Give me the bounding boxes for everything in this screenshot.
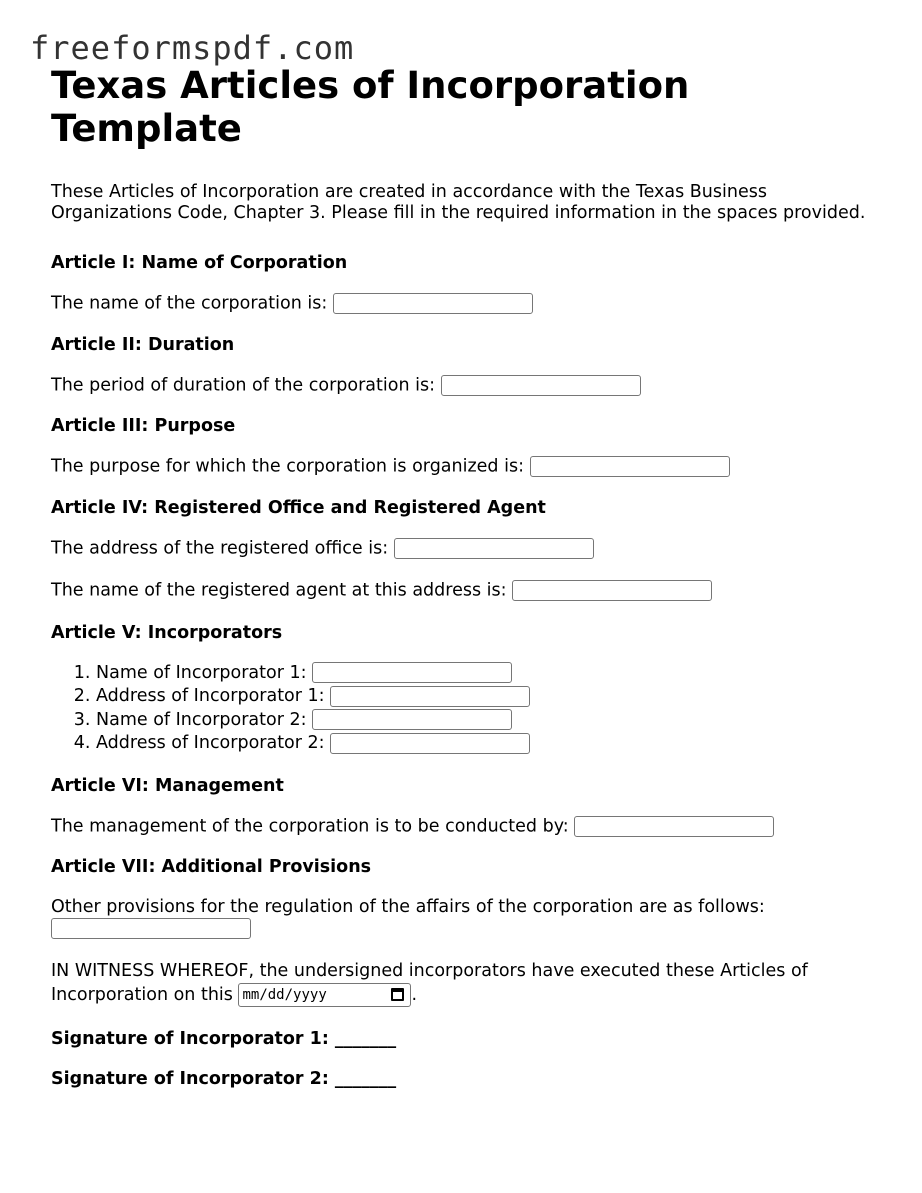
date-placeholder: mm/dd/yyyy [242, 986, 327, 1003]
witness-text: IN WITNESS WHEREOF, the undersigned incorporators have executed these Articles of Incorporation on this [51, 960, 808, 1005]
corporation-name-label: The name of the corporation is: [51, 293, 328, 314]
list-item [96, 685, 871, 709]
purpose-input[interactable] [530, 456, 730, 477]
duration-label: The period of duration of the corporation is: [51, 375, 435, 395]
list-item [96, 732, 871, 756]
registered-agent-input[interactable] [512, 580, 712, 601]
incorporators-list [51, 662, 871, 756]
article-3-heading: Article III: Purpose [51, 416, 236, 436]
additional-provisions-input[interactable] [51, 918, 251, 939]
incorporator-1-name-label: Name of Incorporator 1: [96, 662, 307, 683]
intro-text: These Articles of Incorporation are created in accordance with the Texas Business Organizations Code, Chapter 3. Please fill in the required information in the spaces provided. [51, 182, 866, 223]
article-6-heading: Article VI: Management [51, 775, 284, 796]
duration-input[interactable] [441, 375, 641, 396]
management-line [51, 816, 871, 838]
article-2-heading: Article II: Duration [51, 334, 235, 355]
registered-office-input[interactable] [394, 538, 594, 559]
page-title: Texas Articles of Incorporation Template [51, 64, 690, 150]
witness-line [51, 960, 871, 1007]
registered-agent-label: The name of the registered agent at this address is: [51, 580, 507, 601]
execution-date-input[interactable] [238, 983, 411, 1007]
incorporator-2-address-label: Address of Incorporator 2: [96, 733, 325, 753]
incorporator-2-name-input[interactable] [312, 709, 512, 730]
corporation-name-input[interactable] [333, 293, 533, 314]
incorporator-1-name-input[interactable] [312, 662, 512, 683]
management-input[interactable] [574, 816, 774, 837]
list-item [96, 709, 871, 733]
article-3-line [51, 456, 871, 478]
article-1-heading: Article I: Name of Corporation [51, 253, 348, 273]
list-item [96, 662, 871, 686]
registered-office-line [51, 538, 871, 560]
incorporator-1-address-input[interactable] [330, 686, 530, 707]
incorporator-2-name-label: Name of Incorporator 2: [96, 709, 307, 730]
document-page [51, 64, 871, 1090]
registered-agent-line [51, 580, 871, 602]
article-1-line [51, 293, 871, 315]
signature-incorporator-2: Signature of Incorporator 2: _______ [51, 1068, 397, 1089]
signature-incorporator-1: Signature of Incorporator 1: _______ [51, 1028, 397, 1049]
registered-office-label: The address of the registered office is: [51, 538, 389, 558]
watermark: freeformspdf.com [30, 29, 355, 67]
article-4-heading: Article IV: Registered Office and Registered Agent [51, 497, 546, 518]
purpose-label: The purpose for which the corporation is organized is: [51, 456, 524, 477]
article-2-line [51, 375, 871, 397]
calendar-icon[interactable] [391, 988, 404, 1001]
additional-provisions-label: Other provisions for the regulation of the affairs of the corporation are as follows: [51, 897, 765, 917]
incorporator-2-address-input[interactable] [330, 733, 530, 754]
management-label: The management of the corporation is to be conducted by: [51, 816, 569, 836]
incorporator-1-address-label: Address of Incorporator 1: [96, 686, 325, 706]
witness-period: . [411, 984, 418, 1005]
article-5-heading: Article V: Incorporators [51, 622, 283, 643]
article-7-heading: Article VII: Additional Provisions [51, 857, 372, 877]
additional-provisions-line [51, 897, 871, 940]
